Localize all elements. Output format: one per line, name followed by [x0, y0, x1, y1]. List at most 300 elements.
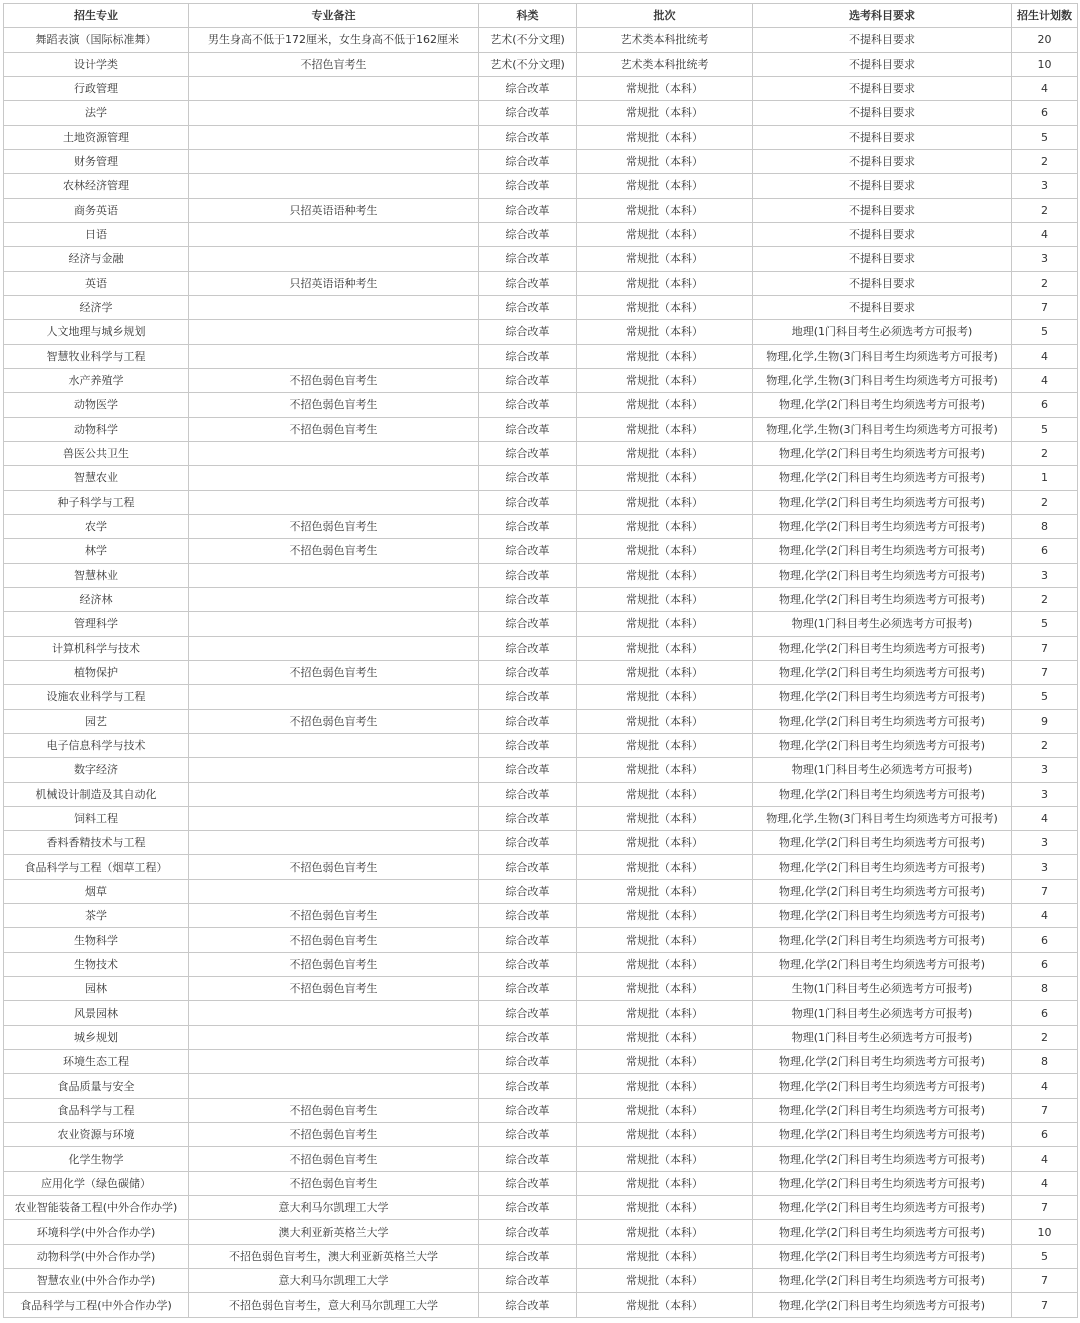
cell-subject-requirements: 物理,化学(2门科目考生均须选考方可报考) — [753, 441, 1012, 465]
cell-subject-requirements: 不提科目要求 — [753, 149, 1012, 173]
cell-subject-requirements: 物理(1门科目考生必须选考方可报考) — [753, 612, 1012, 636]
table-row — [4, 1050, 1078, 1074]
cell-subject-category: 综合改革 — [479, 1098, 577, 1122]
cell-major: 生物科学 — [4, 928, 189, 952]
table-row — [4, 928, 1078, 952]
table-row — [4, 368, 1078, 392]
cell-major-notes: 不招色弱色盲考生 — [189, 1147, 479, 1171]
table-row — [4, 1025, 1078, 1049]
cell-subject-category: 综合改革 — [479, 344, 577, 368]
table-row — [4, 101, 1078, 125]
cell-admission-batch: 常规批（本科） — [577, 831, 753, 855]
cell-enrollment-quota: 3 — [1012, 174, 1078, 198]
cell-major-notes: 意大利马尔凯理工大学 — [189, 1196, 479, 1220]
cell-subject-requirements: 物理,化学(2门科目考生均须选考方可报考) — [753, 1196, 1012, 1220]
cell-subject-requirements: 物理,化学(2门科目考生均须选考方可报考) — [753, 1293, 1012, 1317]
table-row — [4, 1171, 1078, 1195]
cell-major: 财务管理 — [4, 149, 189, 173]
cell-enrollment-quota: 4 — [1012, 806, 1078, 830]
cell-enrollment-quota: 6 — [1012, 952, 1078, 976]
cell-major: 城乡规划 — [4, 1025, 189, 1049]
cell-subject-category: 综合改革 — [479, 587, 577, 611]
cell-subject-category: 综合改革 — [479, 879, 577, 903]
cell-subject-requirements: 物理,化学(2门科目考生均须选考方可报考) — [753, 733, 1012, 757]
cell-major: 经济与金融 — [4, 247, 189, 271]
cell-subject-category: 综合改革 — [479, 441, 577, 465]
cell-admission-batch: 常规批（本科） — [577, 271, 753, 295]
cell-subject-requirements: 物理,化学(2门科目考生均须选考方可报考) — [753, 1074, 1012, 1098]
cell-admission-batch: 常规批（本科） — [577, 904, 753, 928]
cell-subject-requirements: 物理,化学(2门科目考生均须选考方可报考) — [753, 952, 1012, 976]
cell-major: 应用化学（绿色碳储） — [4, 1171, 189, 1195]
cell-major-notes — [189, 1050, 479, 1074]
table-row — [4, 1147, 1078, 1171]
table-row — [4, 831, 1078, 855]
cell-subject-requirements: 物理,化学(2门科目考生均须选考方可报考) — [753, 563, 1012, 587]
cell-major: 环境生态工程 — [4, 1050, 189, 1074]
cell-major-notes — [189, 76, 479, 100]
cell-subject-requirements: 物理,化学(2门科目考生均须选考方可报考) — [753, 831, 1012, 855]
cell-admission-batch: 常规批（本科） — [577, 952, 753, 976]
cell-major: 种子科学与工程 — [4, 490, 189, 514]
cell-subject-category: 综合改革 — [479, 612, 577, 636]
table-row — [4, 1074, 1078, 1098]
cell-major-notes — [189, 563, 479, 587]
cell-enrollment-quota: 8 — [1012, 514, 1078, 538]
cell-subject-requirements: 物理,化学(2门科目考生均须选考方可报考) — [753, 1123, 1012, 1147]
cell-enrollment-quota: 2 — [1012, 733, 1078, 757]
cell-admission-batch: 常规批（本科） — [577, 368, 753, 392]
cell-enrollment-quota: 3 — [1012, 563, 1078, 587]
cell-major: 英语 — [4, 271, 189, 295]
table-row — [4, 222, 1078, 246]
table-row — [4, 417, 1078, 441]
cell-enrollment-quota: 5 — [1012, 417, 1078, 441]
cell-admission-batch: 常规批（本科） — [577, 514, 753, 538]
table-row — [4, 52, 1078, 76]
cell-admission-batch: 常规批（本科） — [577, 466, 753, 490]
cell-major-notes — [189, 490, 479, 514]
table-row — [4, 685, 1078, 709]
cell-major-notes: 不招色弱色盲考生 — [189, 368, 479, 392]
cell-major: 智慧林业 — [4, 563, 189, 587]
table-row — [4, 636, 1078, 660]
cell-subject-requirements: 物理,化学(2门科目考生均须选考方可报考) — [753, 1050, 1012, 1074]
table-row — [4, 76, 1078, 100]
cell-admission-batch: 常规批（本科） — [577, 928, 753, 952]
cell-subject-category: 综合改革 — [479, 174, 577, 198]
cell-subject-category: 综合改革 — [479, 1293, 577, 1317]
cell-major-notes: 不招色弱色盲考生 — [189, 393, 479, 417]
cell-subject-requirements: 物理,化学,生物(3门科目考生均须选考方可报考) — [753, 344, 1012, 368]
cell-subject-category: 综合改革 — [479, 782, 577, 806]
cell-subject-requirements: 物理,化学(2门科目考生均须选考方可报考) — [753, 782, 1012, 806]
cell-enrollment-quota: 4 — [1012, 904, 1078, 928]
cell-subject-category: 综合改革 — [479, 904, 577, 928]
cell-major-notes — [189, 1074, 479, 1098]
cell-subject-category: 艺术(不分文理) — [479, 28, 577, 52]
cell-major: 智慧农业 — [4, 466, 189, 490]
cell-admission-batch: 常规批（本科） — [577, 855, 753, 879]
cell-subject-category: 综合改革 — [479, 417, 577, 441]
cell-admission-batch: 常规批（本科） — [577, 101, 753, 125]
cell-enrollment-quota: 6 — [1012, 1123, 1078, 1147]
cell-subject-category: 综合改革 — [479, 76, 577, 100]
table-row — [4, 441, 1078, 465]
cell-major: 管理科学 — [4, 612, 189, 636]
table-row — [4, 1220, 1078, 1244]
cell-major: 智慧牧业科学与工程 — [4, 344, 189, 368]
cell-subject-category: 综合改革 — [479, 101, 577, 125]
cell-admission-batch: 常规批（本科） — [577, 563, 753, 587]
cell-admission-batch: 常规批（本科） — [577, 1025, 753, 1049]
cell-major-notes: 不招色弱色盲考生 — [189, 539, 479, 563]
cell-subject-category: 综合改革 — [479, 1171, 577, 1195]
cell-major: 兽医公共卫生 — [4, 441, 189, 465]
cell-subject-category: 综合改革 — [479, 1001, 577, 1025]
cell-admission-batch: 常规批（本科） — [577, 76, 753, 100]
table-row — [4, 952, 1078, 976]
cell-enrollment-quota: 5 — [1012, 125, 1078, 149]
cell-major-notes: 男生身高不低于172厘米，女生身高不低于162厘米 — [189, 28, 479, 52]
cell-subject-category: 综合改革 — [479, 1074, 577, 1098]
cell-subject-requirements: 物理,化学(2门科目考生均须选考方可报考) — [753, 879, 1012, 903]
cell-enrollment-quota: 6 — [1012, 393, 1078, 417]
cell-major-notes — [189, 320, 479, 344]
cell-major: 食品质量与安全 — [4, 1074, 189, 1098]
table-row — [4, 758, 1078, 782]
cell-enrollment-quota: 4 — [1012, 76, 1078, 100]
cell-major-notes: 不招色弱色盲考生 — [189, 1098, 479, 1122]
cell-subject-requirements: 物理,化学(2门科目考生均须选考方可报考) — [753, 466, 1012, 490]
cell-subject-requirements: 物理,化学,生物(3门科目考生均须选考方可报考) — [753, 806, 1012, 830]
cell-enrollment-quota: 10 — [1012, 1220, 1078, 1244]
cell-enrollment-quota: 2 — [1012, 1025, 1078, 1049]
cell-subject-category: 综合改革 — [479, 247, 577, 271]
cell-admission-batch: 常规批（本科） — [577, 636, 753, 660]
cell-admission-batch: 常规批（本科） — [577, 417, 753, 441]
cell-major: 动物医学 — [4, 393, 189, 417]
header-major-notes: 专业备注 — [189, 4, 479, 28]
cell-subject-requirements: 物理,化学(2门科目考生均须选考方可报考) — [753, 1098, 1012, 1122]
table-row — [4, 660, 1078, 684]
cell-subject-category: 综合改革 — [479, 295, 577, 319]
cell-major: 植物保护 — [4, 660, 189, 684]
cell-major-notes: 不招色弱色盲考生 — [189, 417, 479, 441]
cell-admission-batch: 常规批（本科） — [577, 198, 753, 222]
cell-subject-requirements: 不提科目要求 — [753, 76, 1012, 100]
cell-major-notes — [189, 685, 479, 709]
cell-major: 农林经济管理 — [4, 174, 189, 198]
cell-subject-category: 综合改革 — [479, 660, 577, 684]
cell-subject-requirements: 不提科目要求 — [753, 247, 1012, 271]
cell-major-notes: 不招色弱色盲考生 — [189, 904, 479, 928]
cell-subject-category: 综合改革 — [479, 198, 577, 222]
cell-subject-category: 综合改革 — [479, 831, 577, 855]
cell-major: 智慧农业(中外合作办学) — [4, 1269, 189, 1293]
cell-subject-category: 综合改革 — [479, 149, 577, 173]
cell-enrollment-quota: 5 — [1012, 612, 1078, 636]
cell-major: 农业资源与环境 — [4, 1123, 189, 1147]
table-row — [4, 174, 1078, 198]
enrollment-plan-table — [3, 3, 1078, 1318]
cell-major: 经济学 — [4, 295, 189, 319]
cell-subject-category: 综合改革 — [479, 806, 577, 830]
cell-subject-requirements: 生物(1门科目考生必须选考方可报考) — [753, 977, 1012, 1001]
table-row — [4, 1244, 1078, 1268]
cell-enrollment-quota: 2 — [1012, 198, 1078, 222]
cell-enrollment-quota: 4 — [1012, 1147, 1078, 1171]
cell-admission-batch: 常规批（本科） — [577, 733, 753, 757]
cell-subject-category: 综合改革 — [479, 709, 577, 733]
table-row — [4, 539, 1078, 563]
cell-admission-batch: 常规批（本科） — [577, 1123, 753, 1147]
cell-admission-batch: 常规批（本科） — [577, 1269, 753, 1293]
cell-subject-category: 综合改革 — [479, 952, 577, 976]
cell-subject-category: 综合改革 — [479, 222, 577, 246]
cell-enrollment-quota: 10 — [1012, 52, 1078, 76]
cell-subject-category: 综合改革 — [479, 539, 577, 563]
cell-admission-batch: 常规批（本科） — [577, 879, 753, 903]
table-body — [4, 28, 1078, 1317]
cell-subject-category: 综合改革 — [479, 1220, 577, 1244]
cell-major-notes: 不招色弱色盲考生 — [189, 928, 479, 952]
cell-subject-requirements: 物理,化学(2门科目考生均须选考方可报考) — [753, 904, 1012, 928]
cell-enrollment-quota: 4 — [1012, 222, 1078, 246]
table-row — [4, 393, 1078, 417]
cell-admission-batch: 常规批（本科） — [577, 539, 753, 563]
cell-major: 饲料工程 — [4, 806, 189, 830]
cell-major-notes: 不招色弱色盲考生 — [189, 1171, 479, 1195]
table-row — [4, 733, 1078, 757]
cell-major-notes: 只招英语语种考生 — [189, 198, 479, 222]
cell-enrollment-quota: 7 — [1012, 1269, 1078, 1293]
cell-major: 经济林 — [4, 587, 189, 611]
cell-enrollment-quota: 7 — [1012, 1293, 1078, 1317]
cell-major: 日语 — [4, 222, 189, 246]
cell-major-notes — [189, 174, 479, 198]
cell-admission-batch: 常规批（本科） — [577, 125, 753, 149]
cell-subject-requirements: 不提科目要求 — [753, 174, 1012, 198]
cell-subject-requirements: 不提科目要求 — [753, 125, 1012, 149]
cell-major-notes — [189, 879, 479, 903]
cell-subject-category: 综合改革 — [479, 271, 577, 295]
table-row — [4, 1001, 1078, 1025]
cell-enrollment-quota: 1 — [1012, 466, 1078, 490]
cell-enrollment-quota: 2 — [1012, 441, 1078, 465]
cell-admission-batch: 常规批（本科） — [577, 295, 753, 319]
cell-major: 农业智能装备工程(中外合作办学) — [4, 1196, 189, 1220]
cell-subject-category: 综合改革 — [479, 1050, 577, 1074]
cell-major: 设计学类 — [4, 52, 189, 76]
cell-admission-batch: 常规批（本科） — [577, 149, 753, 173]
cell-subject-category: 综合改革 — [479, 1269, 577, 1293]
table-row — [4, 855, 1078, 879]
cell-enrollment-quota: 20 — [1012, 28, 1078, 52]
cell-subject-requirements: 不提科目要求 — [753, 28, 1012, 52]
cell-subject-requirements: 物理,化学,生物(3门科目考生均须选考方可报考) — [753, 417, 1012, 441]
cell-subject-requirements: 物理,化学,生物(3门科目考生均须选考方可报考) — [753, 368, 1012, 392]
cell-subject-requirements: 物理,化学(2门科目考生均须选考方可报考) — [753, 660, 1012, 684]
cell-enrollment-quota: 5 — [1012, 685, 1078, 709]
cell-major-notes — [189, 125, 479, 149]
header-admission-batch: 批次 — [577, 4, 753, 28]
cell-enrollment-quota: 3 — [1012, 831, 1078, 855]
table-row — [4, 806, 1078, 830]
header-subject-requirements: 选考科目要求 — [753, 4, 1012, 28]
cell-subject-category: 综合改革 — [479, 368, 577, 392]
cell-admission-batch: 常规批（本科） — [577, 806, 753, 830]
cell-admission-batch: 艺术类本科批统考 — [577, 52, 753, 76]
header-subject-category: 科类 — [479, 4, 577, 28]
cell-subject-category: 综合改革 — [479, 685, 577, 709]
cell-major-notes: 不招色弱色盲考生 — [189, 1123, 479, 1147]
cell-enrollment-quota: 2 — [1012, 271, 1078, 295]
table-row — [4, 1123, 1078, 1147]
table-row — [4, 320, 1078, 344]
cell-major-notes — [189, 247, 479, 271]
cell-major-notes — [189, 636, 479, 660]
cell-major: 土地资源管理 — [4, 125, 189, 149]
cell-major-notes: 不招色弱色盲考生，意大利马尔凯理工大学 — [189, 1293, 479, 1317]
cell-admission-batch: 常规批（本科） — [577, 393, 753, 417]
cell-major-notes — [189, 612, 479, 636]
cell-admission-batch: 常规批（本科） — [577, 320, 753, 344]
cell-major-notes — [189, 758, 479, 782]
cell-major-notes: 只招英语语种考生 — [189, 271, 479, 295]
table-row — [4, 271, 1078, 295]
cell-major: 商务英语 — [4, 198, 189, 222]
table-row — [4, 1098, 1078, 1122]
cell-major: 水产养殖学 — [4, 368, 189, 392]
cell-major-notes — [189, 466, 479, 490]
cell-major-notes: 不招色弱色盲考生 — [189, 855, 479, 879]
table-row — [4, 247, 1078, 271]
cell-enrollment-quota: 3 — [1012, 758, 1078, 782]
cell-admission-batch: 常规批（本科） — [577, 709, 753, 733]
cell-subject-category: 综合改革 — [479, 320, 577, 344]
cell-enrollment-quota: 9 — [1012, 709, 1078, 733]
cell-major: 食品科学与工程 — [4, 1098, 189, 1122]
cell-admission-batch: 常规批（本科） — [577, 587, 753, 611]
cell-enrollment-quota: 3 — [1012, 247, 1078, 271]
cell-major-notes — [189, 1001, 479, 1025]
cell-subject-requirements: 物理(1门科目考生必须选考方可报考) — [753, 1025, 1012, 1049]
table-row — [4, 344, 1078, 368]
cell-major-notes: 意大利马尔凯理工大学 — [189, 1269, 479, 1293]
cell-enrollment-quota: 6 — [1012, 101, 1078, 125]
cell-major: 法学 — [4, 101, 189, 125]
cell-admission-batch: 常规批（本科） — [577, 1074, 753, 1098]
table-row — [4, 709, 1078, 733]
cell-admission-batch: 常规批（本科） — [577, 1001, 753, 1025]
cell-major: 计算机科学与技术 — [4, 636, 189, 660]
cell-major-notes — [189, 806, 479, 830]
header-major: 招生专业 — [4, 4, 189, 28]
cell-major: 舞蹈表演（国际标准舞） — [4, 28, 189, 52]
cell-enrollment-quota: 7 — [1012, 1196, 1078, 1220]
table-row — [4, 514, 1078, 538]
table-row — [4, 879, 1078, 903]
cell-subject-requirements: 物理,化学(2门科目考生均须选考方可报考) — [753, 636, 1012, 660]
cell-major-notes: 不招色弱色盲考生 — [189, 977, 479, 1001]
cell-major-notes: 不招色弱色盲考生，澳大利亚新英格兰大学 — [189, 1244, 479, 1268]
cell-enrollment-quota: 4 — [1012, 1171, 1078, 1195]
cell-major: 茶学 — [4, 904, 189, 928]
cell-admission-batch: 常规批（本科） — [577, 344, 753, 368]
cell-major: 动物科学 — [4, 417, 189, 441]
cell-admission-batch: 常规批（本科） — [577, 490, 753, 514]
cell-subject-category: 综合改革 — [479, 1147, 577, 1171]
cell-major: 环境科学(中外合作办学) — [4, 1220, 189, 1244]
cell-enrollment-quota: 3 — [1012, 855, 1078, 879]
cell-admission-batch: 常规批（本科） — [577, 685, 753, 709]
header-enrollment-quota: 招生计划数 — [1012, 4, 1078, 28]
cell-subject-category: 综合改革 — [479, 758, 577, 782]
cell-major-notes: 不招色盲考生 — [189, 52, 479, 76]
cell-major-notes — [189, 222, 479, 246]
cell-major: 林学 — [4, 539, 189, 563]
cell-subject-requirements: 不提科目要求 — [753, 295, 1012, 319]
cell-subject-category: 综合改革 — [479, 490, 577, 514]
cell-enrollment-quota: 6 — [1012, 539, 1078, 563]
cell-enrollment-quota: 4 — [1012, 368, 1078, 392]
cell-admission-batch: 艺术类本科批统考 — [577, 28, 753, 52]
cell-subject-category: 综合改革 — [479, 855, 577, 879]
cell-major: 食品科学与工程(中外合作办学) — [4, 1293, 189, 1317]
cell-enrollment-quota: 6 — [1012, 928, 1078, 952]
cell-major-notes — [189, 295, 479, 319]
cell-subject-category: 艺术(不分文理) — [479, 52, 577, 76]
cell-admission-batch: 常规批（本科） — [577, 1098, 753, 1122]
cell-subject-category: 综合改革 — [479, 1196, 577, 1220]
cell-major-notes — [189, 1025, 479, 1049]
cell-major: 化学生物学 — [4, 1147, 189, 1171]
cell-major: 设施农业科学与工程 — [4, 685, 189, 709]
cell-major: 数字经济 — [4, 758, 189, 782]
cell-major-notes: 不招色弱色盲考生 — [189, 514, 479, 538]
cell-subject-requirements: 不提科目要求 — [753, 222, 1012, 246]
cell-enrollment-quota: 4 — [1012, 344, 1078, 368]
table-row — [4, 125, 1078, 149]
cell-admission-batch: 常规批（本科） — [577, 612, 753, 636]
cell-subject-requirements: 物理,化学(2门科目考生均须选考方可报考) — [753, 1220, 1012, 1244]
cell-major: 人文地理与城乡规划 — [4, 320, 189, 344]
cell-subject-requirements: 物理,化学(2门科目考生均须选考方可报考) — [753, 855, 1012, 879]
table-row — [4, 295, 1078, 319]
cell-major: 园艺 — [4, 709, 189, 733]
table-row — [4, 28, 1078, 52]
cell-subject-requirements: 物理(1门科目考生必须选考方可报考) — [753, 1001, 1012, 1025]
cell-subject-requirements: 物理,化学(2门科目考生均须选考方可报考) — [753, 1244, 1012, 1268]
cell-major: 园林 — [4, 977, 189, 1001]
cell-subject-requirements: 不提科目要求 — [753, 101, 1012, 125]
table-row — [4, 612, 1078, 636]
cell-major-notes: 不招色弱色盲考生 — [189, 660, 479, 684]
cell-major-notes: 澳大利亚新英格兰大学 — [189, 1220, 479, 1244]
cell-subject-requirements: 物理,化学(2门科目考生均须选考方可报考) — [753, 490, 1012, 514]
cell-enrollment-quota: 2 — [1012, 587, 1078, 611]
cell-admission-batch: 常规批（本科） — [577, 222, 753, 246]
cell-major: 农学 — [4, 514, 189, 538]
cell-major: 食品科学与工程（烟草工程） — [4, 855, 189, 879]
cell-admission-batch: 常规批（本科） — [577, 247, 753, 271]
cell-enrollment-quota: 6 — [1012, 1001, 1078, 1025]
cell-major: 生物技术 — [4, 952, 189, 976]
cell-major-notes — [189, 149, 479, 173]
cell-subject-requirements: 物理,化学(2门科目考生均须选考方可报考) — [753, 587, 1012, 611]
cell-major-notes — [189, 587, 479, 611]
